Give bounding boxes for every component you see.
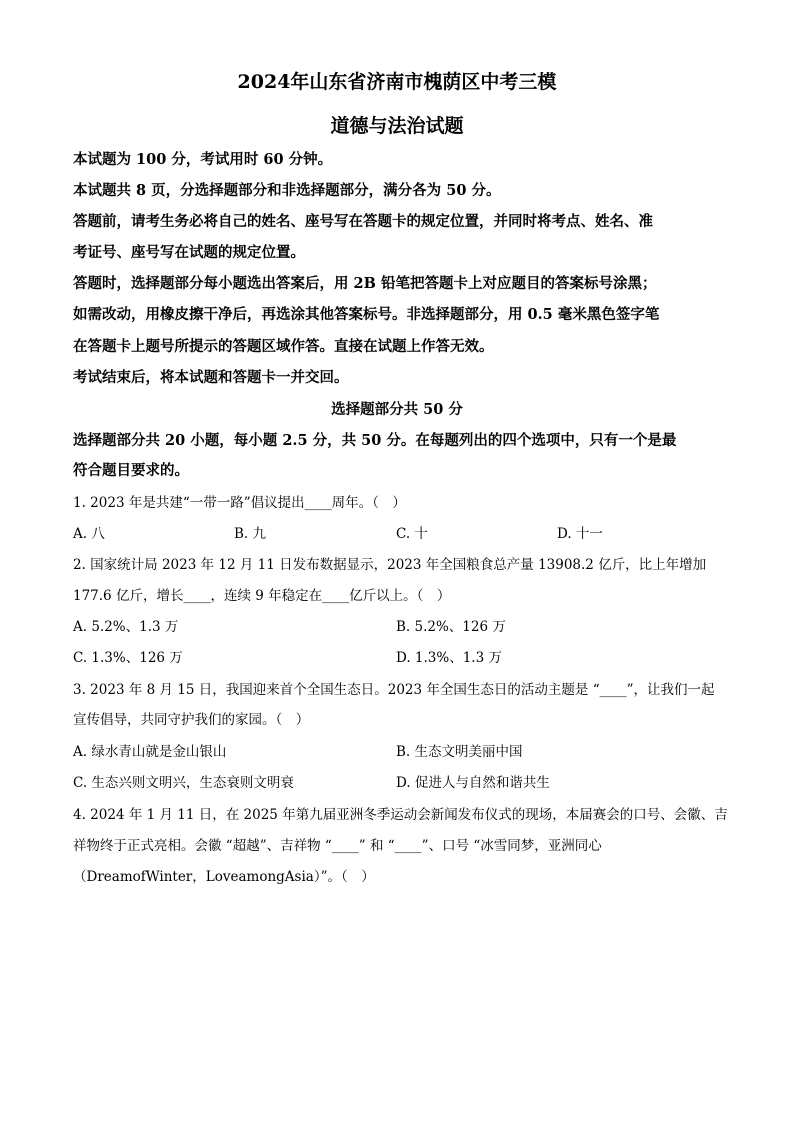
section-heading: 选择题部分共 50 分 [331, 401, 463, 418]
question-4-stem: 祥物终于正式亮相。会徽 “超越”、吉祥物 “____” 和 “____”、口号 “冰雪同梦，亚洲同心 [73, 838, 602, 854]
instruction-line: 如需改动，用橡皮擦干净后，再选涂其他答案标号。非选择题部分，用 0.5 毫米黑色签字笔 [73, 306, 660, 323]
question-3-option-b: B. 生态文明美丽中国 [396, 744, 523, 760]
question-4-stem: （DreamofWinter，LoveamongAsia）”。（ ） [73, 869, 375, 885]
question-2-option-b: B. 5.2%、126 万 [396, 619, 506, 635]
page-title: 2024年山东省济南市槐荫区中考三模 [237, 71, 557, 93]
section-description: 符合题目要求的。 [73, 462, 189, 479]
question-2-option-a: A. 5.2%、1.3 万 [73, 619, 179, 635]
question-4-stem: 4. 2024 年 1 月 11 日，在 2025 年第九届亚洲冬季运动会新闻发布仪式的现场，本届赛会的口号、会徽、吉 [73, 807, 728, 823]
question-1-option-a: A. 八 [73, 526, 105, 542]
question-2-option-c: C. 1.3%、126 万 [73, 650, 183, 666]
question-3-stem: 宣传倡导，共同守护我们的家园。（ ） [73, 712, 310, 728]
question-3-option-d: D. 促进人与自然和谐共生 [396, 775, 550, 791]
section-description: 选择题部分共 20 小题，每小题 2.5 分，共 50 分。在每题列出的四个选项中，只有一个是最 [73, 432, 677, 449]
question-2-stem: 2. 国家统计局 2023 年 12 月 11 日发布数据显示，2023 年全国粮食总产量 13908.2 亿斤，比上年增加 [73, 557, 707, 573]
question-1-option-c: C. 十 [396, 526, 428, 542]
question-2-stem: 177.6 亿斤，增长____，连续 9 年稳定在____亿斤以上。（ ） [73, 588, 451, 604]
question-3-option-c: C. 生态兴则文明兴，生态衰则文明衰 [73, 775, 294, 791]
instruction-line: 本试题共 8 页，分选择题部分和非选择题部分，满分各为 50 分。 [73, 182, 501, 199]
question-1-option-b: B. 九 [234, 526, 267, 542]
question-2-option-d: D. 1.3%、1.3 万 [396, 650, 502, 666]
instruction-line: 在答题卡上题号所提示的答题区域作答。直接在试题上作答无效。 [73, 338, 494, 355]
question-3-option-a: A. 绿水青山就是金山银山 [73, 744, 227, 760]
instruction-line: 本试题为 100 分，考试用时 60 分钟。 [73, 151, 333, 168]
question-1-stem: 1. 2023 年是共建“一带一路”倡议提出____周年。（ ） [73, 495, 406, 511]
instruction-line: 答题前，请考生务必将自己的姓名、座号写在答题卡的规定位置，并同时将考点、姓名、准 [73, 213, 653, 230]
page-subtitle: 道德与法治试题 [330, 115, 464, 137]
instruction-line: 考试结束后，将本试题和答题卡一并交回。 [73, 369, 349, 386]
instruction-line: 答题时，选择题部分每小题选出答案后，用 2B 铅笔把答题卡上对应题目的答案标号涂黑； [73, 275, 657, 292]
instruction-line: 考证号、座号写在试题的规定位置。 [73, 244, 305, 261]
question-1-option-d: D. 十一 [557, 526, 603, 542]
question-3-stem: 3. 2023 年 8 月 15 日，我国迎来首个全国生态日。2023 年全国生态日的活动主题是 “____”，让我们一起 [73, 682, 715, 698]
